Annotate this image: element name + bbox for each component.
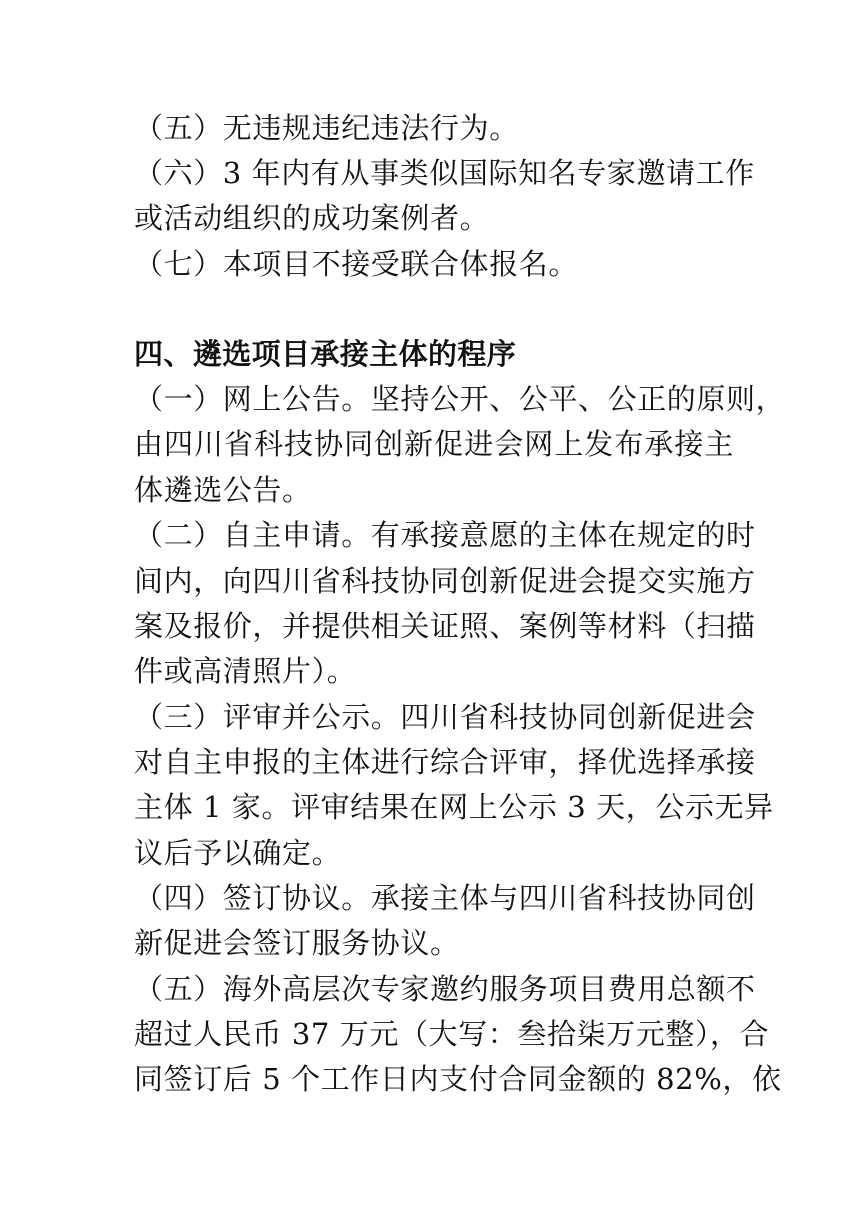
paragraph-line: 案及报价，并提供相关证照、案例等材料（扫描: [134, 609, 756, 643]
paragraph-line: 由四川省科技协同创新促进会网上发布承接主: [134, 427, 734, 461]
section-heading: 四、遴选项目承接主体的程序: [134, 337, 517, 371]
paragraph-line: （三）评审并公示。四川省科技协同创新促进会: [134, 700, 756, 734]
paragraph-line: 或活动组织的成功案例者。: [134, 201, 490, 235]
paragraph-line: 同签订后 5 个工作日内支付合同金额的 82%，依: [134, 1062, 782, 1096]
paragraph-line: 间内，向四川省科技协同创新促进会提交实施方: [134, 564, 756, 598]
paragraph-line: 新促进会签订服务协议。: [134, 926, 460, 960]
paragraph-line: （五）无违规违纪违法行为。: [134, 111, 519, 145]
paragraph-line: 对自主申报的主体进行综合评审，择优选择承接: [134, 745, 756, 779]
paragraph-line: （六）3 年内有从事类似国际知名专家邀请工作: [134, 156, 755, 190]
paragraph-line: （五）海外高层次专家邀约服务项目费用总额不: [134, 972, 756, 1006]
paragraph-line: （二）自主申请。有承接意愿的主体在规定的时: [134, 518, 756, 552]
paragraph-line: 超过人民币 37 万元（大写：叁拾柒万元整），合: [134, 1017, 770, 1051]
paragraph-line: 主体 1 家。评审结果在网上公示 3 天，公示无异: [134, 790, 774, 824]
paragraph-line: （七）本项目不接受联合体报名。: [134, 247, 579, 281]
paragraph-line: 件或高清照片）。: [134, 654, 357, 688]
paragraph-line: （四）签订协议。承接主体与四川省科技协同创: [134, 881, 756, 915]
paragraph-line: 议后予以确定。: [134, 836, 342, 870]
paragraph-line: 体遴选公告。: [134, 473, 312, 507]
paragraph-line: （一）网上公告。坚持公开、公平、公正的原则，: [134, 382, 786, 416]
